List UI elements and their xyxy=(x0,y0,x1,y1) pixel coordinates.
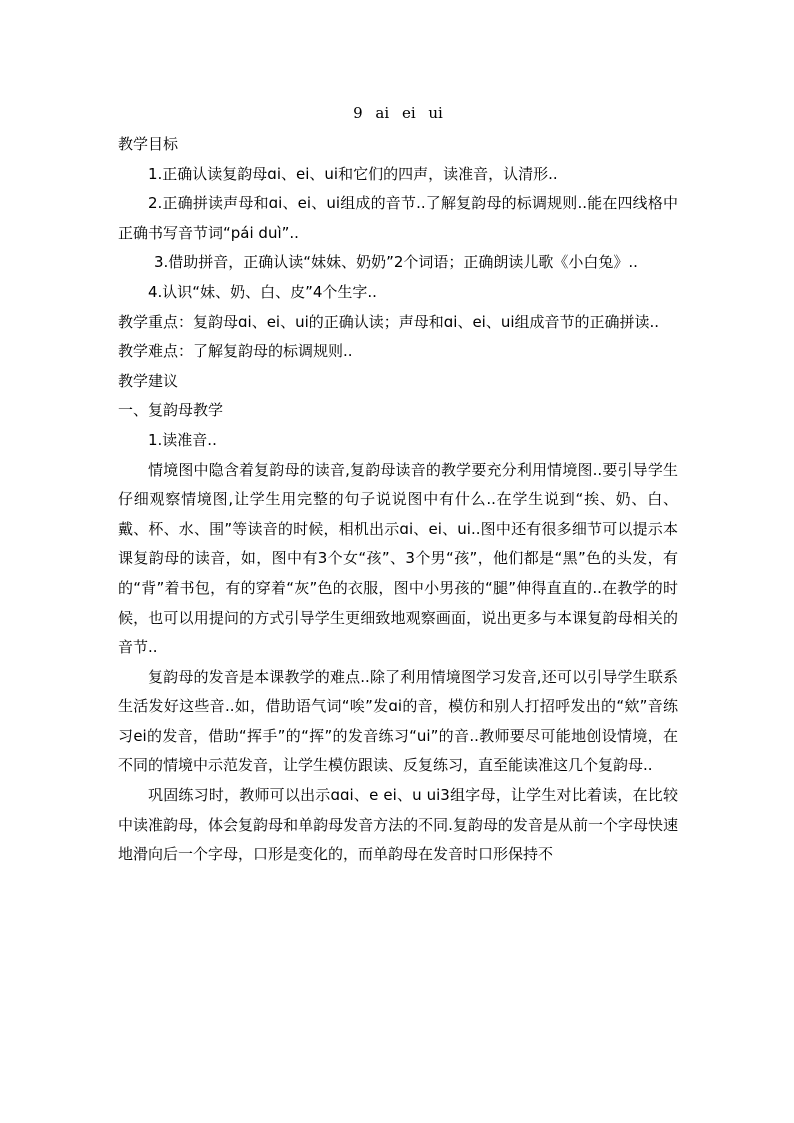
goal-1: 1.正确认读复韵母ɑi、ei、ui和它们的四声，读准音，认清形.. xyxy=(148,164,558,183)
paragraph-3: 巩固练习时，教师可以出示ɑɑi、e ei、u ui3组字母，让学生对比着读，在比较中读准韵母，体会复韵母和单韵母发音方法的不同.复韵母的发音是从前一个字母快速地滑向后一个字母，口形是变化的，而单韵母在发音时口形保持不 xyxy=(118,786,678,864)
difficulty: 教学难点：了解复韵母的标调规则.. xyxy=(118,342,353,361)
paragraph-2: 复韵母的发音是本课教学的难点..除了利用情境图学习发音,还可以引导学生联系生活发好这些音..如，借助语气词“唉”发ɑi的音，模仿和别人打招呼发出的“欸”音练习ei的发音，借助“挥手”的“挥”的发音练习“ui”的音..教师要尽可能地创设情境，在不同的情境中示范发音，让学生模仿跟读、反复练习，直至能读准这几个复韵母.. xyxy=(118,667,678,775)
goal-2: 2.正确拼读声母和ɑi、ei、ui组成的音节..了解复韵母的标调规则..能在四线格中正确书写音节词“pái duì”.. xyxy=(118,194,678,242)
goal-3: 3.借助拼音，正确认读“妹妹、奶奶”2个词语；正确朗读儿歌《小白兔》.. xyxy=(154,253,638,272)
suggestions-heading: 教学建议 xyxy=(118,371,179,390)
document-body xyxy=(118,100,678,870)
subheading-1: 1.读准音.. xyxy=(148,430,217,449)
key-point: 教学重点：复韵母ɑi、ei、ui的正确认读；声母和ɑi、ei、ui组成音节的正确拼读.. xyxy=(118,312,660,331)
lesson-title: 9 ai ei ui xyxy=(353,104,443,122)
goals-heading: 教学目标 xyxy=(118,135,179,153)
paragraph-1: 情境图中隐含着复韵母的读音,复韵母读音的教学要充分利用情境图..要引导学生仔细观察情境图,让学生用完整的句子说说图中有什么..在学生说到“挨、奶、白、戴、杯、水、围”等读音的时候，相机出示ɑi、ei、ui..图中还有很多细节可以提示本课复韵母的读音，如，图中有3个女“孩”、3个男“孩”，他们都是“黑”色的头发，有的“背”着书包，有的穿着“灰”色的衣服，图中小男孩的“腿”伸得直直的..在教学的时候，也可以用提问的方式引导学生更细致地观察画面，说出更多与本课复韵母相关的音节.. xyxy=(118,460,678,657)
section-heading-1: 一、复韵母教学 xyxy=(118,401,224,420)
goal-4: 4.认识“妹、奶、白、皮”4个生字.. xyxy=(148,282,377,301)
